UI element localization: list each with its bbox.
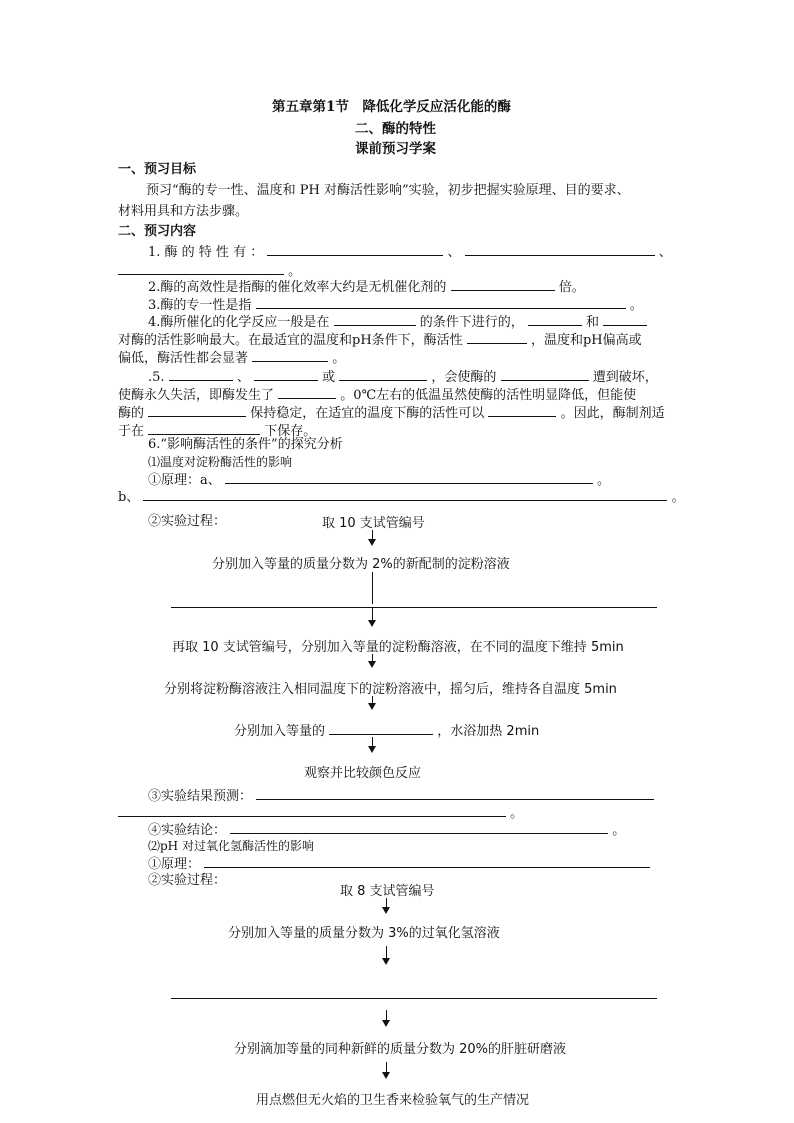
question-6-2: ⑵pH 对过氧化氢酶活性的影响 — [148, 839, 314, 853]
q4-blank-3[interactable] — [603, 313, 647, 326]
flow1-arrowhead-5 — [368, 746, 376, 753]
flow1-step-6: 观察并比较颜色反应 — [304, 766, 422, 781]
principle-b-label: b、 — [118, 490, 140, 505]
flow1-step-5-text-a: 分别加入等量的 — [234, 724, 326, 739]
q5-blank-1[interactable] — [169, 368, 233, 381]
flow2-arrowhead-2 — [382, 958, 390, 965]
flow1-step-5 — [234, 720, 539, 739]
flow1-arrowhead-3 — [368, 661, 376, 668]
flow1-arrow-2b — [372, 608, 373, 620]
principle-b-row — [118, 488, 685, 506]
question-6-1: ⑴温度对淀粉酶活性的影响 — [148, 455, 293, 469]
flow2-arrowhead-3 — [382, 1020, 390, 1027]
flow1-arrow-2a — [372, 572, 373, 604]
q4-text-f: 偏低，酶活性都会显著 — [118, 351, 249, 366]
flow1-arrowhead-4 — [368, 703, 376, 710]
prediction-end: 。 — [510, 806, 524, 821]
section-subtitle: 二、酶的特性 — [355, 121, 436, 137]
principle-a-end: 。 — [597, 473, 611, 488]
principle-b-blank[interactable] — [143, 488, 667, 501]
q5-text-c: 或 — [322, 370, 336, 385]
goal-paragraph-line1: 预习“酶的专一性、温度和 PH 对酶活性影响”实验，初步把握实验原理、目的要求、 — [146, 183, 630, 198]
q2-text: 2.酶的高效性是指酶的催化效率大约是无机催化剂的 — [148, 280, 447, 295]
q5-text-g: 。0℃左右的低温虽然使酶的活性明显降低，但能使 — [340, 388, 637, 403]
q5-text-i: 保持稳定，在适宜的温度下酶的活性可以 — [250, 406, 485, 421]
q4-text-b: 的条件下进行的， — [419, 315, 524, 330]
q5-text-l: 下保存。 — [264, 424, 317, 439]
flow2-step-2: 分别加入等量的质量分数为 3%的过氧化氢溶液 — [228, 926, 500, 941]
question-5-line1 — [148, 368, 658, 386]
q5-blank-4[interactable] — [501, 368, 589, 381]
question-2 — [148, 278, 585, 296]
q4-text-d: 对酶的活性影响最大。在最适宜的温度和pH条件下，酶活性 — [118, 333, 463, 348]
flow2-arrow-3 — [386, 1010, 387, 1020]
flow1-step-2: 分别加入等量的质量分数为 2%的新配制的淀粉溶液 — [212, 557, 510, 572]
q4-text-a: 4.酶所催化的化学反应一般是在 — [148, 315, 330, 330]
q4-blank-2[interactable] — [528, 313, 582, 326]
chapter-title: 第五章第1节 降低化学反应活化能的酶 — [272, 99, 511, 115]
question-1 — [148, 243, 672, 261]
q5-text-b: 、 — [236, 370, 250, 385]
q4-text-e: ，温度和pH偏高或 — [530, 333, 642, 348]
q1-end: 。 — [288, 264, 302, 279]
ph-principle-blank[interactable] — [204, 855, 650, 868]
q5-blank-7[interactable] — [488, 404, 556, 417]
q5-blank-3[interactable] — [339, 368, 427, 381]
principle-b-end: 。 — [671, 490, 685, 505]
worksheet-title: 课前预习学案 — [355, 141, 436, 157]
question-4-line1 — [148, 313, 647, 331]
principle-a-label: ①原理：a、 — [148, 473, 221, 488]
flow1-arrowhead-2 — [368, 620, 376, 627]
prediction-label: ③实验结果预测： — [148, 789, 253, 804]
conclusion-label: ④实验结论： — [148, 823, 227, 838]
question-5-line2 — [118, 386, 636, 404]
question-6: 6.“影响酶活性的条件”的探究分析 — [148, 437, 343, 452]
conclusion-blank[interactable] — [230, 821, 608, 834]
flow2-blank-step[interactable] — [171, 998, 657, 999]
q5-text-d: ，会使酶的 — [431, 370, 497, 385]
goal-paragraph-line2: 材料用具和方法步骤。 — [118, 204, 249, 219]
flow2-step-1: 取 8 支试管编号 — [340, 884, 435, 899]
q4-text-c: 和 — [585, 315, 599, 330]
question-4-line2 — [118, 331, 642, 349]
flow2-arrow-4 — [386, 1062, 387, 1072]
question-5-line3 — [118, 404, 665, 422]
q5-text-f: 使酶永久失活，即酶发生了 — [118, 388, 275, 403]
q5-blank-6[interactable] — [148, 404, 246, 417]
q5-text-h: 酶的 — [118, 406, 145, 421]
prediction-blank-2[interactable] — [118, 804, 506, 817]
q1-blank-2[interactable] — [465, 243, 655, 256]
flow1-step-3: 再取 10 支试管编号，分别加入等量的淀粉酶溶液，在不同的温度下维持 5min — [172, 640, 624, 655]
flow1-arrowhead-1 — [368, 539, 376, 546]
q1-label: 1. 酶 的 特 性 有 ： — [148, 245, 264, 260]
flow1-step-5-blank[interactable] — [329, 722, 433, 735]
flow2-arrow-2 — [386, 946, 387, 958]
q1-blank-3[interactable] — [118, 262, 284, 275]
q3-text: 3.酶的专一性是指 — [148, 298, 252, 313]
flow1-blank-step[interactable] — [171, 607, 657, 608]
q4-blank-4[interactable] — [467, 331, 527, 344]
q2-blank[interactable] — [451, 278, 555, 291]
q5-blank-5[interactable] — [278, 386, 336, 399]
principle-a-blank[interactable] — [225, 471, 593, 484]
flow1-step-4: 分别将淀粉酶溶液注入相同温度下的淀粉溶液中，摇匀后，维持各自温度 5min — [164, 682, 617, 697]
q3-end: 。 — [629, 298, 643, 313]
q5-text-k: 于在 — [118, 424, 145, 439]
q1-blank-1[interactable] — [267, 243, 443, 256]
q1-sep-2: 、 — [658, 245, 672, 260]
q4-text-g: 。 — [332, 351, 346, 366]
conclusion-end: 。 — [612, 823, 626, 838]
flow2-step-4: 用点燃但无火焰的卫生香来检验氧气的生产情况 — [256, 1093, 530, 1108]
flow2-arrowhead-4 — [382, 1072, 390, 1079]
q1-sep-1: 、 — [447, 245, 461, 260]
q5-text-e: 遭到破坏， — [592, 370, 658, 385]
section-heading-content: 二、预习内容 — [118, 224, 197, 239]
conclusion-row — [148, 821, 625, 839]
prediction-row-2 — [118, 804, 523, 822]
q5-text-a: .5. — [148, 370, 165, 385]
flow1-step-5-text-b: ，水浴加热 2min — [437, 724, 540, 739]
process-label-1: ②实验过程： — [148, 514, 227, 529]
question-3 — [148, 296, 643, 314]
q5-text-j: 。因此，酶制剂适 — [560, 406, 665, 421]
q2-text-end: 倍。 — [558, 280, 585, 295]
q3-blank[interactable] — [256, 296, 626, 309]
q4-blank-5[interactable] — [252, 349, 328, 362]
q5-blank-8[interactable] — [148, 422, 260, 435]
section-heading-goals: 一、预习目标 — [118, 162, 197, 177]
q5-blank-2[interactable] — [254, 368, 318, 381]
process-label-2: ②实验过程： — [148, 873, 227, 888]
flow1-step-1: 取 10 支试管编号 — [322, 516, 425, 531]
prediction-blank-1[interactable] — [256, 787, 654, 800]
question-4-line3 — [118, 349, 345, 367]
q4-blank-1[interactable] — [334, 313, 416, 326]
flow2-step-3: 分别滴加等量的同种新鲜的质量分数为 20%的肝脏研磨液 — [234, 1042, 567, 1057]
flow2-arrowhead-1 — [382, 907, 390, 914]
ph-principle-label: ①原理： — [148, 857, 201, 872]
ph-principle-row — [148, 855, 650, 873]
principle-a-row — [148, 471, 610, 489]
prediction-row — [148, 787, 654, 805]
